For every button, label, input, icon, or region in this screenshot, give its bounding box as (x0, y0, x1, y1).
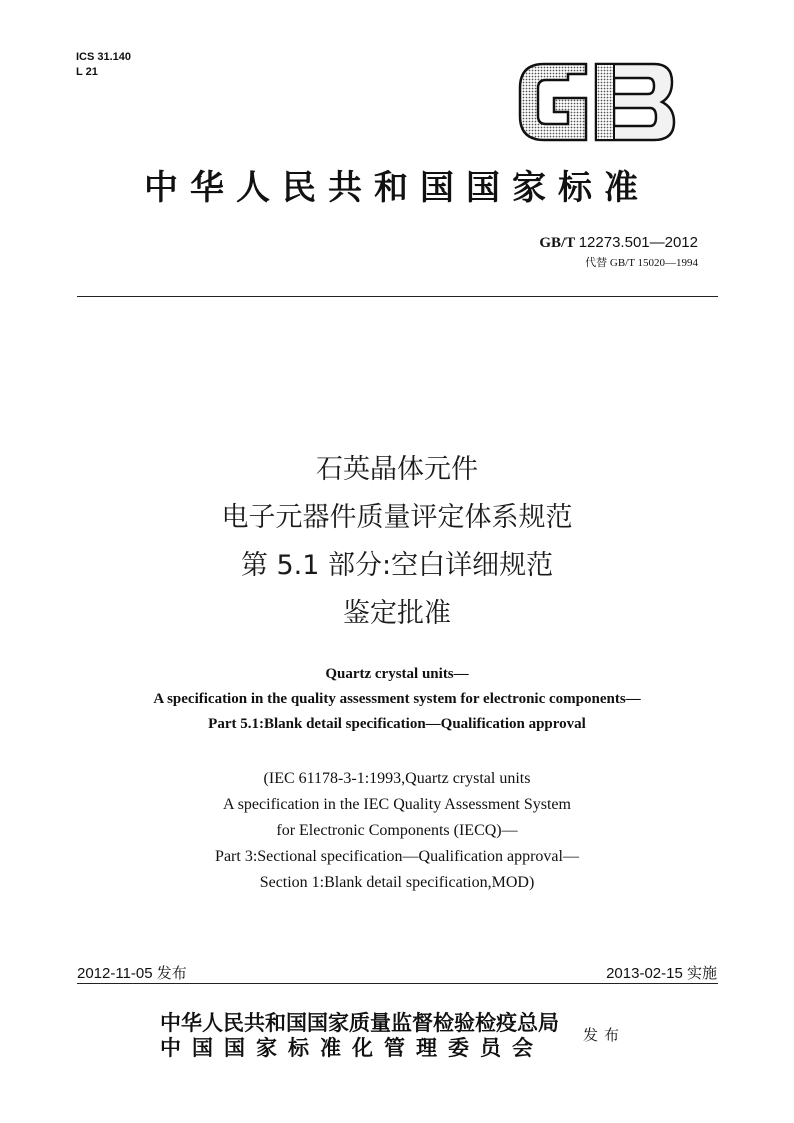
implementation-date: 2013-02-15 实施 (606, 965, 717, 982)
bottom-divider (77, 983, 718, 984)
standard-prefix: GB/T (539, 235, 575, 251)
classification-codes (76, 50, 131, 80)
iec-reference-line: for Electronic Components (IECQ)— (276, 822, 518, 839)
replaces-note: 代替 GB/T 15020—1994 (585, 257, 698, 269)
issuer-line: 中国国家标准化管理委员会 (160, 1035, 544, 1060)
publish-label: 发布 (583, 1026, 626, 1044)
iec-reference-line: Section 1:Blank detail specification,MOD) (259, 874, 535, 891)
standard-number-value: 12273.501—2012 (578, 234, 698, 251)
english-title-line: A specification in the quality assessment system for electronic components— (153, 691, 641, 707)
english-title (0, 662, 794, 737)
gb-logo (516, 60, 678, 144)
issuer-line: 中华人民共和国国家质量监督检验检疫总局 (160, 1010, 559, 1035)
iec-reference-line: (IEC 61178-3-1:1993,Quartz crystal units (263, 770, 531, 787)
iec-reference-line: A specification in the IEC Quality Assessment System (223, 796, 571, 813)
chinese-title (0, 446, 794, 638)
ccs-code: L 21 (76, 66, 98, 78)
standard-number (539, 234, 698, 252)
iec-reference-line: Part 3:Sectional specification—Qualification approval— (215, 848, 579, 865)
english-title-line: Part 5.1:Blank detail specification—Qualification approval (208, 716, 586, 732)
chinese-title-line: 电子元器件质量评定体系规范 (221, 502, 573, 533)
chinese-title-line: 第 5.1 部分:空白详细规范 (240, 550, 554, 581)
top-divider (77, 296, 718, 297)
issue-date: 2012-11-05 发布 (77, 965, 187, 982)
ics-code: ICS 31.140 (76, 51, 132, 63)
chinese-title-line: 石英晶体元件 (316, 454, 478, 485)
english-title-line: Quartz crystal units— (325, 666, 469, 682)
standard-category-title: 中华人民共和国国家标准 (144, 168, 650, 208)
issuing-authorities (160, 1010, 559, 1060)
iec-reference (0, 766, 794, 896)
chinese-title-line: 鉴定批准 (343, 598, 451, 629)
